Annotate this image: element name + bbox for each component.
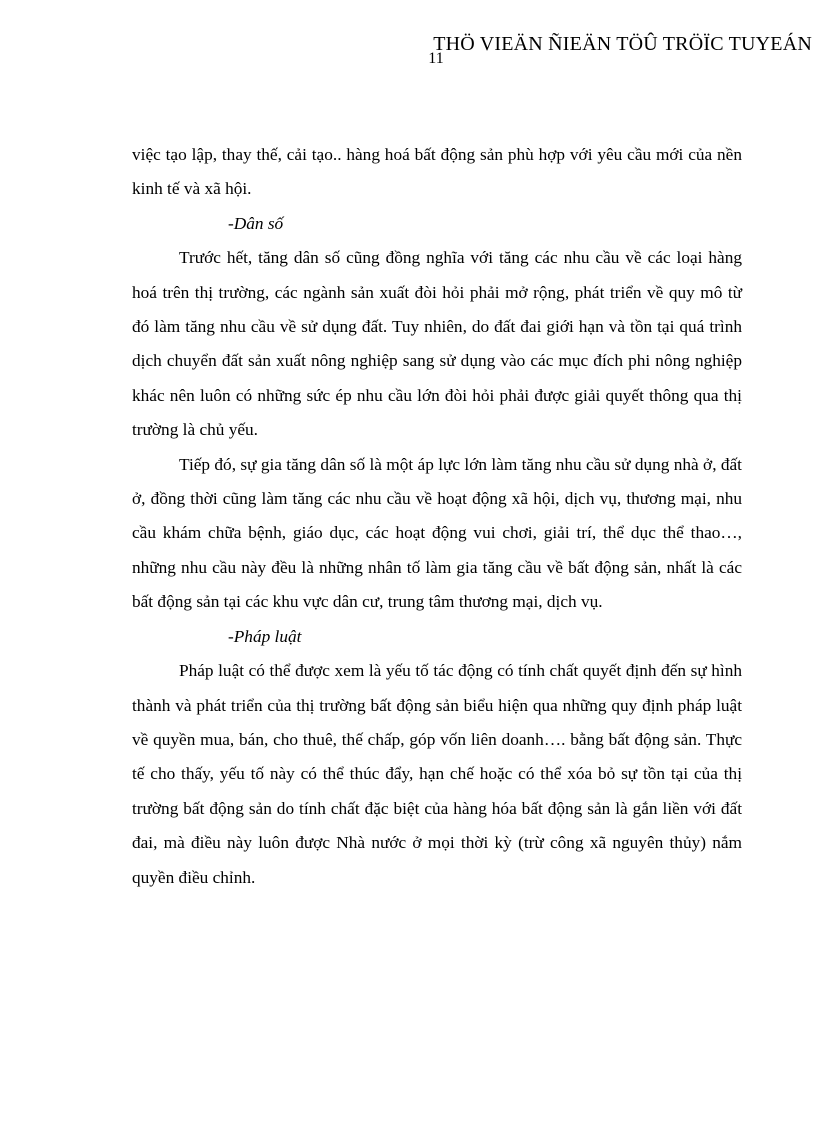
paragraph-population-1: Trước hết, tăng dân số cũng đồng nghĩa với tăng các nhu cầu về các loại hàng hoá trên thị trường, các ngành sản xuất đòi hỏi phải mở rộng, phát triển về quy mô từ đó làm tăng nhu cầu về sử dụng đất. Tuy nhiên, do đất đai giới hạn và tồn tại quá trình dịch chuyển đất sản xuất nông nghiệp sang sử dụng vào các mục đích phi nông nghiệp khác nên luôn có những sức ép nhu cầu lớn đòi hỏi phải được giải quyết thông qua thị trường là chủ yếu. bbox=[132, 248, 742, 440]
paragraph-population-2: Tiếp đó, sự gia tăng dân số là một áp lực lớn làm tăng nhu cầu sử dụng nhà ở, đất ở, đồng thời cũng làm tăng các nhu cầu về hoạt động xã hội, dịch vụ, thương mại, nhu cầu khám chữa bệnh, giáo dục, các hoạt động vui chơi, giải trí, thể dục thể thao…, những nhu cầu này đều là những nhân tố làm gia tăng cầu về bất động sản, nhất là các bất động sản tại các khu vực dân cư, trung tâm thương mại, dịch vụ. bbox=[132, 454, 742, 612]
document-header-title: THÖ VIEÄN ÑIEÄN TÖÛ TRÖÏC TUYEÁN bbox=[433, 33, 812, 55]
section-heading-law: -Pháp luật bbox=[228, 626, 302, 646]
document-body bbox=[132, 138, 742, 895]
section-heading-population: -Dân số bbox=[228, 213, 284, 233]
page-number: 11 bbox=[428, 50, 444, 67]
paragraph-law: Pháp luật có thể được xem là yếu tố tác động có tính chất quyết định đến sự hình thành và phát triển của thị trường bất động sản biểu hiện qua những quy định pháp luật về quyền mua, bán, cho thuê, thế chấp, góp vốn liên doanh…. bằng bất động sản. Thực tế cho thấy, yếu tố này có thể thúc đẩy, hạn chế hoặc có thể xóa bỏ sự tồn tại của thị trường bất động sản do tính chất đặc biệt của hàng hóa bất động sản là gắn liền với đất đai, mà điều này luôn được Nhà nước ở mọi thời kỳ (trừ công xã nguyên thủy) nắm quyền điều chỉnh. bbox=[132, 661, 742, 887]
paragraph-intro: việc tạo lập, thay thế, cải tạo.. hàng hoá bất động sản phù hợp với yêu cầu mới của nền kinh tế và xã hội. bbox=[132, 145, 742, 199]
